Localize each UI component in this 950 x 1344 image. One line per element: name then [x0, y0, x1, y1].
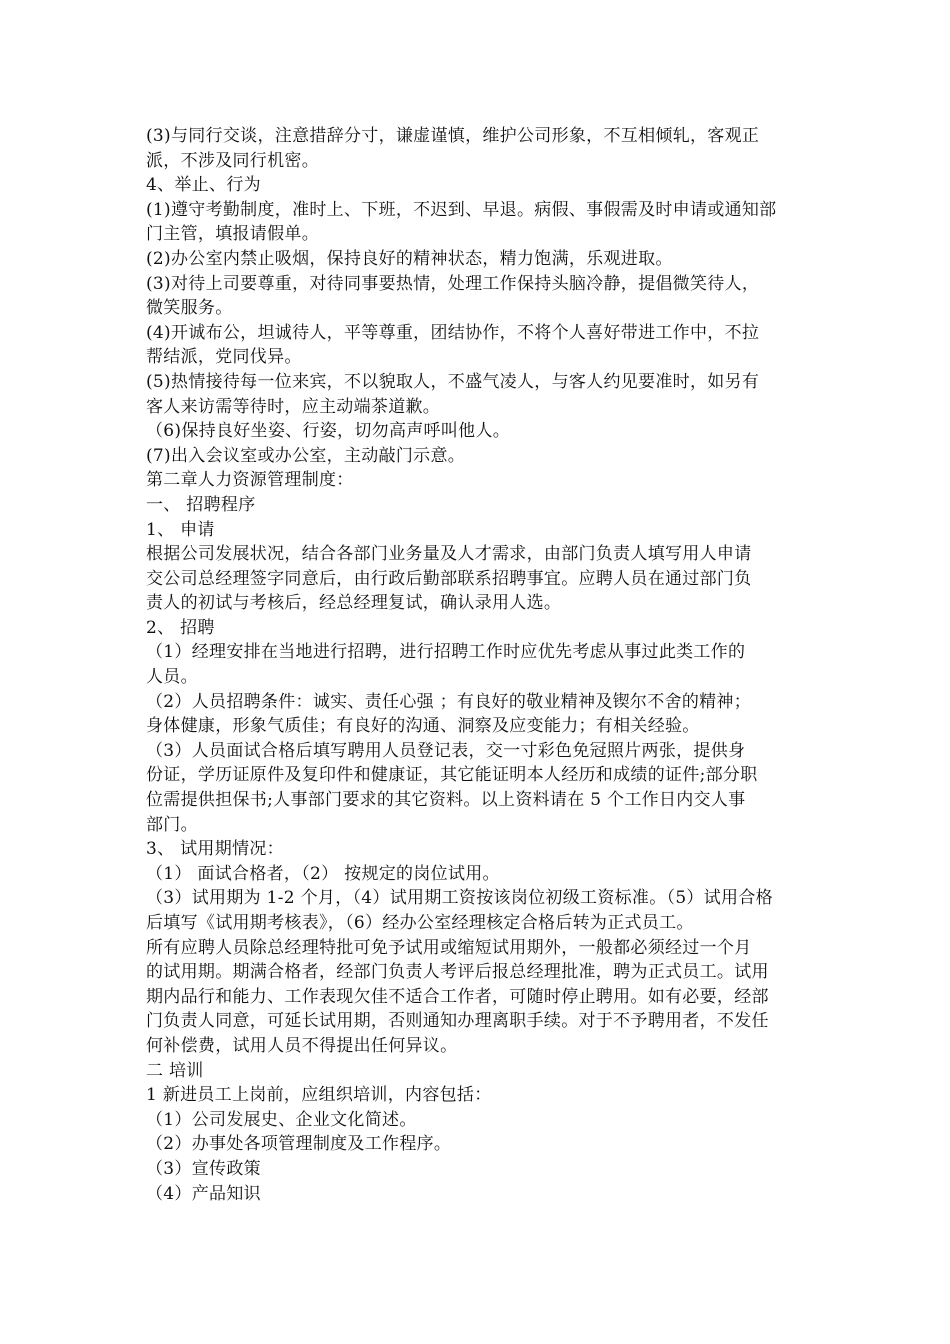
text-line: 位需提供担保书;人事部门要求的其它资料。以上资料请在 5 个工作日内交人事	[146, 790, 746, 811]
text-line: （2）人员招聘条件：诚实、责任心强 ；有良好的敬业精神及锲尔不舍的精神；	[146, 691, 752, 712]
text-line: 的试用期。期满合格者，经部门负责人考评后报总经理批准，聘为正式员工。试用	[146, 962, 769, 983]
text-line: (3)与同行交谈，注意措辞分寸，谦虚谨慎，维护公司形象，不互相倾轧，客观正	[146, 126, 760, 146]
subsection-heading: 1、 申请	[146, 519, 215, 540]
text-line: (1)遵守考勤制度，准时上、下班，不迟到、早退。病假、事假需及时申请或通知部	[146, 199, 777, 220]
text-line: 微笑服务。	[146, 298, 233, 319]
text-line: 门主管，填报请假单。	[146, 224, 319, 245]
subsection-heading: 3、 试用期情况：	[146, 839, 284, 860]
document-body	[146, 124, 808, 1206]
text-line: 门负责人同意，可延长试用期，否则通知办理离职手续。对于不予聘用者，不发任	[146, 1011, 769, 1032]
list-item: （1）公司发展史、企业文化简述。	[146, 1109, 417, 1130]
text-line: 根据公司发展状况，结合各部门业务量及人才需求，由部门负责人填写用人申请	[146, 544, 752, 565]
text-line: 客人来访需等待时，应主动端茶道歉。	[146, 396, 441, 417]
text-line: (4)开诚布公，坦诚待人，平等尊重，团结协作，不将个人喜好带进工作中，不拉	[146, 322, 760, 343]
section-heading: 一、 招聘程序	[146, 494, 256, 515]
subsection-heading: 1 新进员工上岗前，应组织培训，内容包括：	[146, 1085, 492, 1106]
list-item: （4）产品知识	[146, 1183, 261, 1204]
text-line: 份证，学历证原件及复印件和健康证，其它能证明本人经历和成绩的证件;部分职	[146, 765, 758, 786]
text-line: （3）试用期为 1-2 个月，（4）试用期工资按该岗位初级工资标准。（5）试用合格	[146, 888, 773, 909]
text-line: （1）经理安排在当地进行招聘，进行招聘工作时应优先考虑从事过此类工作的	[146, 642, 746, 663]
chapter-heading: 第二章人力资源管理制度：	[146, 470, 354, 491]
section-heading: 二 培训	[146, 1060, 204, 1081]
section-heading: 4、举止、行为	[146, 175, 261, 196]
text-line: 帮结派，党同伐异。	[146, 347, 302, 368]
text-line: 后填写《试用期考核表》，（6）经办公室经理核定合格后转为正式员工。	[146, 913, 694, 933]
text-line: (7)出入会议室或办公室，主动敲门示意。	[146, 445, 466, 466]
text-line: (3)对待上司要尊重，对待同事要热情，处理工作保持头脑冷静，提倡微笑待人，	[146, 273, 760, 294]
text-line: 交公司总经理签字同意后，由行政后勤部联系招聘事宜。应聘人员在通过部门负	[146, 568, 752, 589]
text-line: 期内品行和能力、工作表现欠佳不适合工作者，可随时停止聘用。如有必要，经部	[146, 986, 769, 1007]
text-line: 身体健康，形象气质佳；有良好的沟通、洞察及应变能力；有相关经验。	[146, 716, 700, 737]
text-line: 何补偿费，试用人员不得提出任何异议。	[146, 1035, 458, 1056]
text-line: 人员。	[146, 667, 198, 688]
text-line: （6)保持良好坐姿、行姿，切勿高声呼叫他人。	[146, 421, 511, 442]
subsection-heading: 2、 招聘	[146, 617, 215, 638]
text-line: （1） 面试合格者，（2） 按规定的岗位试用。	[146, 863, 500, 884]
text-line: (5)热情接待每一位来宾，不以貌取人，不盛气凌人，与客人约见要准时，如另有	[146, 371, 760, 392]
text-line: 派，不涉及同行机密。	[146, 150, 319, 171]
text-line: 责人的初试与考核后，经总经理复试，确认录用人选。	[146, 593, 562, 614]
list-item: （3）宣传政策	[146, 1158, 261, 1179]
text-line: 所有应聘人员除总经理特批可免予试用或缩短试用期外，一般都必须经过一个月	[146, 937, 752, 958]
text-line: (2)办公室内禁止吸烟，保持良好的精神状态，精力饱满，乐观进取。	[146, 248, 673, 269]
text-line: （3）人员面试合格后填写聘用人员登记表，交一寸彩色免冠照片两张，提供身	[146, 740, 746, 761]
text-line: 部门。	[146, 814, 198, 835]
list-item: （2）办事处各项管理制度及工作程序。	[146, 1134, 452, 1155]
